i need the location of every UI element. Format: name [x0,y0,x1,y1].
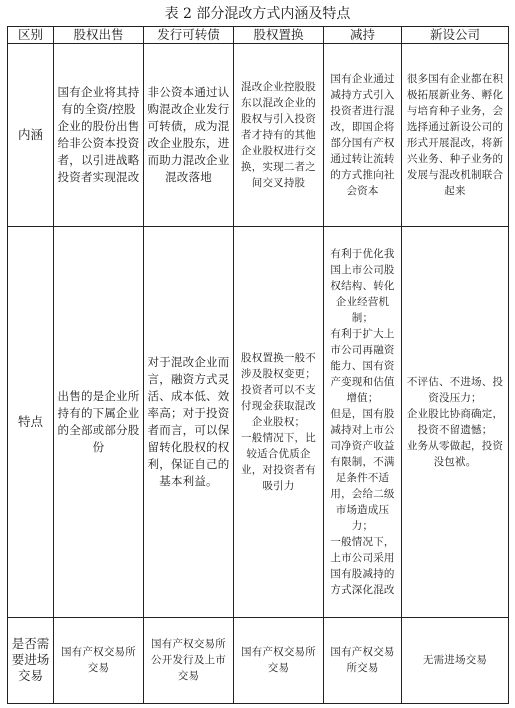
table-cell [144,226,234,617]
header-cell-new-company: 新设公司 [402,27,509,44]
cell-text: 有利于优化我国上市公司股权结构、转化企业经营机制； 有利于扩大上市公司再融资能力、国有资产变现和估值增值； 但是，国有股减持对上市公司净资产收益有限制，不满足条件不适用，会给二级市场造成压力； 一般情况下，上市公司采用国有股减持的方式深化混改 [330,247,395,596]
table-cell [324,617,402,703]
table-cell [54,226,144,617]
table-row-connotation [8,44,509,227]
table-cell [54,617,144,703]
cell-text: 很多国有企业都在积极拓展新业务、孵化与培育种子业务，会选择通过新设公司的形式开展混改，将新兴业务、种子业务的发展与混改机制联合起来 [406,72,504,197]
cell-text: 国有企业通过减持方式引入投资者进行混改，即国企将部分国有产权通过转让流转的方式推向社会资本 [330,72,395,197]
cell-text: 国有企业将其持有的全资/控股企业的股份出售给非公资本投资者，以引进战略投资者实现混改 [57,84,140,184]
table-cell [144,44,234,227]
header-cell-reduction: 减持 [324,27,402,44]
table-cell [402,44,509,227]
header-cell-convertible-bond: 发行可转债 [144,27,234,44]
header-row [8,27,509,44]
header-cell-diff: 区别 [8,27,54,44]
table-cell [234,44,324,227]
table-cell [402,226,509,617]
table-title: 表 2 部分混改方式内涵及特点 [164,6,351,22]
row-label: 特点 [8,226,54,617]
table-cell [144,617,234,703]
table-cell [234,617,324,703]
cell-text: 混改企业控股股东以混改企业的股权与引入投资者才持有的其他企业股权进行交换，实现二者之间交叉持股 [241,80,316,189]
row-label: 是否需要进场交易 [8,617,54,703]
cell-text: 对于混改企业而言，融资方式灵活、成本低、效率高；对于投资者而言，可以保留转化股权的权利，保证自己的基本利益。 [147,354,230,488]
cell-text: 国有产权交易所交易 [61,646,136,675]
cell-text: 无需进场交易 [422,654,488,667]
cell-text: 出售的是企业所持有的下属企业的全部或部分股份 [57,388,140,454]
cell-text: 国有产权交易所公开发行及上市交易 [151,638,226,683]
cell-text: 股权置换一般不涉及股权变更； 投资者可以不支付现金获取混改企业股权； 一般情况下，比较适合优质企业，对投资者有吸引力 [241,351,316,492]
table-cell [324,226,402,617]
comparison-table [7,26,509,704]
header-cell-equity-sale: 股权出售 [54,27,144,44]
table-row-features [8,226,509,617]
table-cell [234,226,324,617]
header-cell-equity-swap: 股权置换 [234,27,324,44]
cell-text: 国有产权交易所交易 [330,646,395,675]
cell-text: 国有产权交易所交易 [241,646,316,675]
cell-text: 不评估、不进场、投资没压力； 企业股比协商确定，投资不留遗憾； 业务从零做起，投资没包袱。 [406,375,504,468]
row-label: 内涵 [8,44,54,227]
table-cell [324,44,402,227]
table-cell [54,44,144,227]
table-cell [402,617,509,703]
table-row-trading [8,617,509,703]
cell-text: 非公资本通过认购混改企业发行可转债，成为混改企业股东，进而助力混改企业混改落地 [147,84,230,184]
